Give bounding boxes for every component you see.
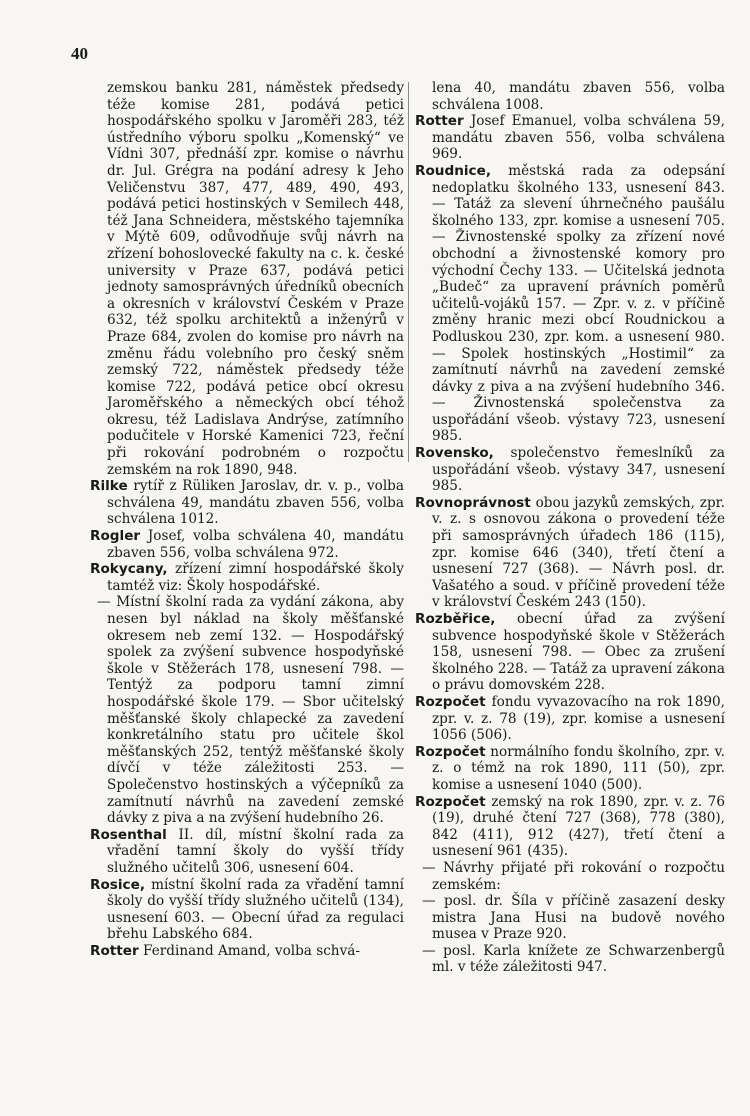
index-entry	[90, 528, 404, 561]
index-entry	[90, 478, 404, 528]
entry-text: obecní úřad za zvýšení subvence hospodyňské škole v Stěžerách 158, usnesení 798. — Obec za zrušení školného 228. — Tatáž za upravení zákona o právu domovském 228.	[432, 611, 725, 694]
entry-headword: Rozběřice,	[415, 611, 496, 627]
entry-text: rytíř z Rüliken Jaroslav, dr. v. p., volba schválena 49, mandátu zbaven 556, volba schválena 1012.	[107, 478, 404, 528]
index-entry	[415, 163, 725, 445]
entry-headword: Rozpočet	[415, 693, 486, 710]
entry-text: normálního fondu školního, zpr. v. z. o témž na rok 1890, 111 (50), zpr. komise a usnesení 1040 (500).	[432, 743, 725, 793]
entry-headword: Roudnice,	[415, 162, 491, 179]
entry-text: Josef, volba schválena 40, mandátu zbaven 556, volba schválena 972.	[107, 528, 404, 561]
index-subentry	[415, 943, 725, 976]
entry-headword: Rotter	[90, 942, 139, 959]
entry-text: místní školní rada za vřadění tamní školy do vyšší třídy služného učitelů (134), usnesení 603. — Obecní úřad za regulaci břehu Labského 684.	[107, 876, 404, 943]
page-number: 40	[71, 44, 88, 63]
right-column	[415, 80, 725, 976]
entry-headword: Rosice,	[90, 876, 145, 893]
index-entry	[415, 113, 725, 163]
entry-text: zřízení zimní hospodářské školy tamtéž viz: Školy hospodářské.	[107, 561, 404, 594]
index-entry	[415, 445, 725, 495]
entry-text: obou jazyků zemských, zpr. v. z. s osnovou zákona o provedení téže při samosprávných úřadech 186 (115), zpr. komise 646 (340), třetí čtení a usnesení 727 (368). — Návrh posl. dr. Vašatého a soud. v příčině provedení téže v království Českém 243 (150).	[432, 494, 725, 611]
index-entry	[415, 611, 725, 694]
entry-text: lena 40, mandátu zbaven 556, volba schválena 1008.	[432, 80, 725, 113]
index-entry	[415, 495, 725, 611]
entry-text: městská rada za odepsání nedoplatku školného 133, usnesení 843. — Tatáž za slevení úhrnečného paušálu školného 133, zpr. komise a usnesení 705. — Živnostenské spolky za zřízení nové obchodní a živnostenské komory pro východní Čechy 133. — Učitelská jednota „Budeč“ za upravení právních poměrů učitelů-vojáků 157. — Zpr. v. z. v příčině změny hranic mezi obcí Roudnickou a Podluskou 230, zpr. kom. a usnesení 980. — Spolek hostinských „Hostimil“ za zamítnutí návrhů na zavedení zemské dávky z piva a na zvýšení hudebního 346. — Živnostenská společenstva za uspořádání všeob. výstavy 723, usnesení 985.	[432, 162, 725, 445]
index-entry	[415, 794, 725, 860]
entry-text: zemský na rok 1890, zpr. v. z. 76 (19), druhé čtení 727 (368), 778 (380), 842 (411), 912 (427), třetí čtení a usnesení 961 (435).	[432, 793, 725, 860]
entry-headword: Rosenthal	[90, 826, 167, 843]
index-entry	[415, 744, 725, 794]
entry-text: — posl. dr. Šíla v příčině zasazení desky mistra Jana Husi na budově nového musea v Praze 920.	[422, 893, 725, 943]
index-entry	[90, 943, 404, 960]
entry-text: fondu vyvazovacího na rok 1890, zpr. v. z. 78 (19), zpr. komise a usnesení 1056 (506).	[432, 693, 725, 744]
entry-text: — Návrhy přijaté při rokování o rozpočtu zemském:	[422, 859, 725, 893]
entry-headword: Rotter	[415, 113, 464, 130]
entry-headword: Rokycany,	[90, 561, 168, 578]
entry-text: společenstvo řemeslníků za uspořádání všeob. výstavy 347, usnesení 985.	[432, 445, 725, 495]
entry-headword: Rovnoprávnost	[415, 494, 531, 511]
entry-text: zemskou banku 281, náměstek předsedy téže komise 281, podává petici hospodářského spolku v Jaroměři 283, též ústředního výboru spolku „Komenský“ ve Vídni 307, přednáší zpr. komise o návrhu dr. Jul. Grégra na podání adresy k Jeho Veličenstvu 387, 477, 489, 490, 493, podává petici hostinských v Semilech 448, též Jana Schneidera, městského tajemníka v Mýtě 609, odůvodňuje svůj návrh na zřízení bohoslovecké fakulty na c. k. české university v Praze 637, podává petici jednoty samosprávných úředníků obecních a okresních v království Českém v Praze 632, též spolku architektů a inženýrů v Praze 684, zvolen do komise pro návrh na změnu řádu volebního pro český sněm zemský 722, náměstek předsedy téže komise 722, podává petice obcí okresu Jaroměřského a německých obcí téhož okresu, též Ladislava Andrýse, zatímního podučitele v Horské Kamenici 723, řeční při rokování podrobném o rozpočtu zemském na rok 1890, 948.	[107, 80, 404, 478]
entry-headword: Rozpočet	[415, 743, 486, 760]
entry-headword: Rovensko,	[415, 445, 494, 462]
entry-text: Ferdinand Amand, volba schvá-	[138, 942, 360, 959]
entry-headword: Rogler	[90, 528, 141, 545]
index-entry	[90, 877, 404, 943]
entry-headword: Rozpočet	[415, 793, 486, 810]
left-column	[90, 80, 404, 959]
entry-text: II. díl, místní školní rada za vřadění tamní školy do vyšší třídy služného učitelů 306, usnesení 604.	[107, 826, 404, 876]
index-subentry	[415, 893, 725, 943]
column-divider	[408, 82, 409, 462]
entry-text: — posl. Karla knížete ze Schwarzenbergů ml. v téže záležitosti 947.	[422, 942, 725, 976]
index-entry	[415, 694, 725, 744]
index-entry	[90, 561, 404, 594]
index-entry	[415, 80, 725, 113]
entry-text: Josef Emanuel, volba schválena 59, mandátu zbaven 556, volba schválena 969.	[432, 113, 725, 163]
index-subentry	[415, 860, 725, 893]
entry-text: — Místní školní rada za vydání zákona, aby nesen byl náklad na školy měšťanské okresem neb zemí 132. — Hospodářský spolek za zvýšení subvence hospodyňské škole v Stěžerách 178, usnesení 798. — Tentýž za podporu tamní zimní hospodářské škole 179. — Sbor učitelský měšťanské školy chlapecké za zavedení konkretálního statu pro učitele škol měšťanských 252, tentýž měšťanské školy dívčí v téže záležitosti 253. — Společenstvo hostinských a výčepníků za zamítnutí návrhů na zavedení zemské dávky z piva a na zvýšení hudebního 26.	[97, 594, 404, 827]
entry-headword: Rilke	[90, 478, 128, 495]
index-subentry	[90, 594, 404, 826]
index-entry	[90, 80, 404, 478]
index-entry	[90, 827, 404, 877]
